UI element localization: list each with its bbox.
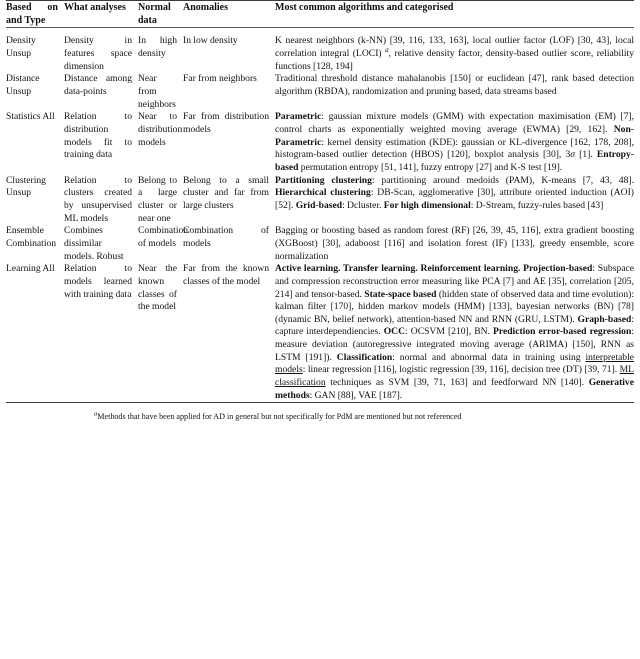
table-row [6, 73, 634, 111]
cell-based-on-and-type: Clustering Unsup [6, 174, 46, 199]
table-header-row [6, 1, 634, 28]
cell-what-analyses: Relation to distribution models fit to training data [64, 111, 132, 161]
table-row [6, 263, 634, 403]
table-row [6, 175, 634, 226]
column-header-normal-data: Normal data [138, 2, 171, 27]
algorithm-subcategory-label: interpretable models [275, 351, 634, 376]
algorithm-category-label: Graph-based [577, 313, 632, 325]
cell-algorithms [275, 73, 634, 111]
cell-what-analyses: Combines dissimilar models. Robust [64, 225, 124, 262]
cell-based-on-and-type: Learning All [6, 263, 55, 275]
algorithm-text: : capture interdependiencies. [275, 313, 634, 338]
cell-normal-data: Near the known classes of the model [138, 263, 177, 313]
column-header-based-on-and-type: Based on and Type [6, 2, 58, 27]
cell-anomalies: In low density [183, 35, 238, 47]
cell-what-analyses: Relation to clusters created by unsupervised ML models [64, 174, 132, 224]
cell-anomalies: Combination of models [183, 225, 269, 249]
algorithm-category-label: Prediction error-based regression [493, 326, 632, 338]
cell-algorithms [275, 225, 634, 263]
algorithm-text: , relative density factor, density-based outlier score, reliability functions [128, 194] [275, 48, 634, 72]
column-header-what-analyses: What analyses [64, 2, 126, 13]
algorithm-category-label: For high dimensional [383, 199, 471, 211]
algorithm-text: : DB-Scan, agglomerative [30], attribute oriented induction (AOI) [52]. [275, 187, 634, 211]
footnote-text: Methods that have been applied for AD in general but not specifically for PdM are mentioned but not referenced [97, 412, 462, 422]
algorithm-subcategory-label: ML classification [275, 364, 634, 389]
table-footnote [6, 412, 634, 423]
anomaly-detection-table [6, 0, 634, 403]
table-row [6, 225, 634, 263]
cell-based-on-and-type: Distance Unsup [6, 73, 40, 97]
cell-normal-data: Near to distribution models [138, 111, 183, 148]
cell-normal-data: In high density [138, 35, 177, 60]
algorithm-text: : linear regression [116], logistic regression [39, 116], decision tree (DT) [39, 71]. [302, 364, 620, 376]
cell-anomalies: Far from distribution models [183, 111, 269, 135]
algorithm-text: : OCSVM [210], BN. [405, 326, 494, 338]
cell-algorithms [275, 175, 634, 226]
algorithm-category-label: Active learning. Transfer learning. Reinforcement learning. Projection-based [275, 263, 593, 275]
algorithm-category-label: OCC [383, 326, 406, 338]
algorithm-text: Traditional threshold distance mahalanobis [150] or euclidean [47], rank based detection algorithm (RBDA), randomization and pruning based, data streams based [275, 73, 634, 97]
cell-anomalies: Belong to a small cluster and far from large clusters [183, 174, 269, 211]
algorithm-category-label: Parametric [275, 111, 322, 123]
algorithm-text: : Dcluster. [342, 199, 384, 211]
algorithm-category-label: Entropy-based [275, 149, 634, 173]
algorithm-text: permutation entropy [51, 141], fuzzy entropy [27] and K-S test [19]. [298, 161, 563, 173]
algorithm-text: : D-Stream, fuzzy-rules based [43] [470, 199, 604, 211]
footnote-reference-marker: a [385, 45, 389, 54]
table-body [6, 28, 634, 403]
algorithm-text: [1]. [575, 149, 597, 161]
algorithm-category-label: Partitioning clustering [275, 174, 372, 186]
algorithm-category-label: Classification [336, 351, 393, 363]
algorithm-category-label: Grid-based [295, 199, 343, 211]
algorithm-text: techniques as SVM [39, 71, 163] and feedforward NN [140]. [325, 377, 589, 389]
cell-what-analyses: Distance among data-points [64, 73, 132, 97]
cell-anomalies: Far from neighbors [183, 73, 257, 85]
algorithm-category-label: State-space based [364, 288, 437, 300]
cell-normal-data: Belong to a large cluster or near one [138, 174, 177, 224]
cell-normal-data: Combination of models [138, 225, 189, 249]
algorithm-text: : normal and abnormal data in training using [392, 351, 586, 363]
cell-algorithms [275, 111, 634, 174]
algorithm-text: : Subspace and compression reconstruction error measuring like PCA [7] and AE [35], correlation [205, 214] and tensor-based. [275, 263, 634, 300]
algorithm-text: K nearest neighbors (k-NN) [39, 116, 133, 163], local outlier factor (LOF) [30, 43], local correlation integral (LOCI) [275, 35, 634, 60]
column-header-algorithms: Most common algorithms and categorised [275, 2, 454, 13]
algorithm-category-label: Non-Parametric [275, 123, 634, 148]
cell-normal-data: Near from neighbors [138, 73, 176, 110]
algorithm-category-label: Hierarchical clustering [275, 187, 371, 199]
cell-what-analyses: Relation to models learned with training data [64, 263, 132, 300]
table-row [6, 111, 634, 174]
cell-what-analyses: Density in features space dimension [64, 35, 132, 72]
cell-algorithms [275, 263, 634, 403]
algorithm-text: Bagging or boosting based as random forest (RF) [26, 39, 45, 116], extra gradient boosting (XGBoost) [30], adaboost [116] and isolation forest (IF) [133], greedy ensemble, score normalization [275, 225, 634, 262]
table-header [6, 1, 634, 28]
algorithm-text: : measure deviation (autoregressive integrated moving average (ARIMA) [150], RNN as LSTM [191]). [275, 326, 634, 363]
table-row [6, 28, 634, 73]
cell-based-on-and-type: Statistics All [6, 111, 55, 123]
cell-based-on-and-type: Ensemble Combination [6, 225, 57, 249]
algorithm-text: : GAN [88], VAE [187]. [309, 389, 403, 401]
math-symbol: σ [570, 149, 575, 161]
cell-algorithms [275, 28, 634, 73]
cell-based-on-and-type: Density Unsup [6, 35, 36, 60]
algorithm-text: : kernel density estimation (KDE): gaussian or KL-divergence [162, 178, 208], histogram-based outlier detection (HBOS) [120], boxplot analysis [30], 3 [275, 136, 634, 161]
cell-anomalies: Far from the known classes of the model [183, 263, 269, 287]
column-header-anomalies: Anomalies [183, 2, 228, 13]
algorithm-text: (hidden state of observed data and time evolution): kalman filter [170], hidden markov models (HMM) [133], bayesian networks (BN) [78] (dynamic BN, belief network), attention-based NN and RNN (GRU, LSTM). [275, 288, 634, 325]
algorithm-text: : partitioning around medoids (PAM), K-means [7, 43, 48]. [371, 174, 634, 186]
algorithm-text: : gaussian mixture models (GMM) with expectation maximisation (EM) [7], control charts as exponentially weighted moving average (EWMA) [29, 162]. [275, 111, 634, 135]
algorithm-category-label: Generative methods [275, 377, 634, 401]
footnote-marker: a [94, 410, 98, 418]
